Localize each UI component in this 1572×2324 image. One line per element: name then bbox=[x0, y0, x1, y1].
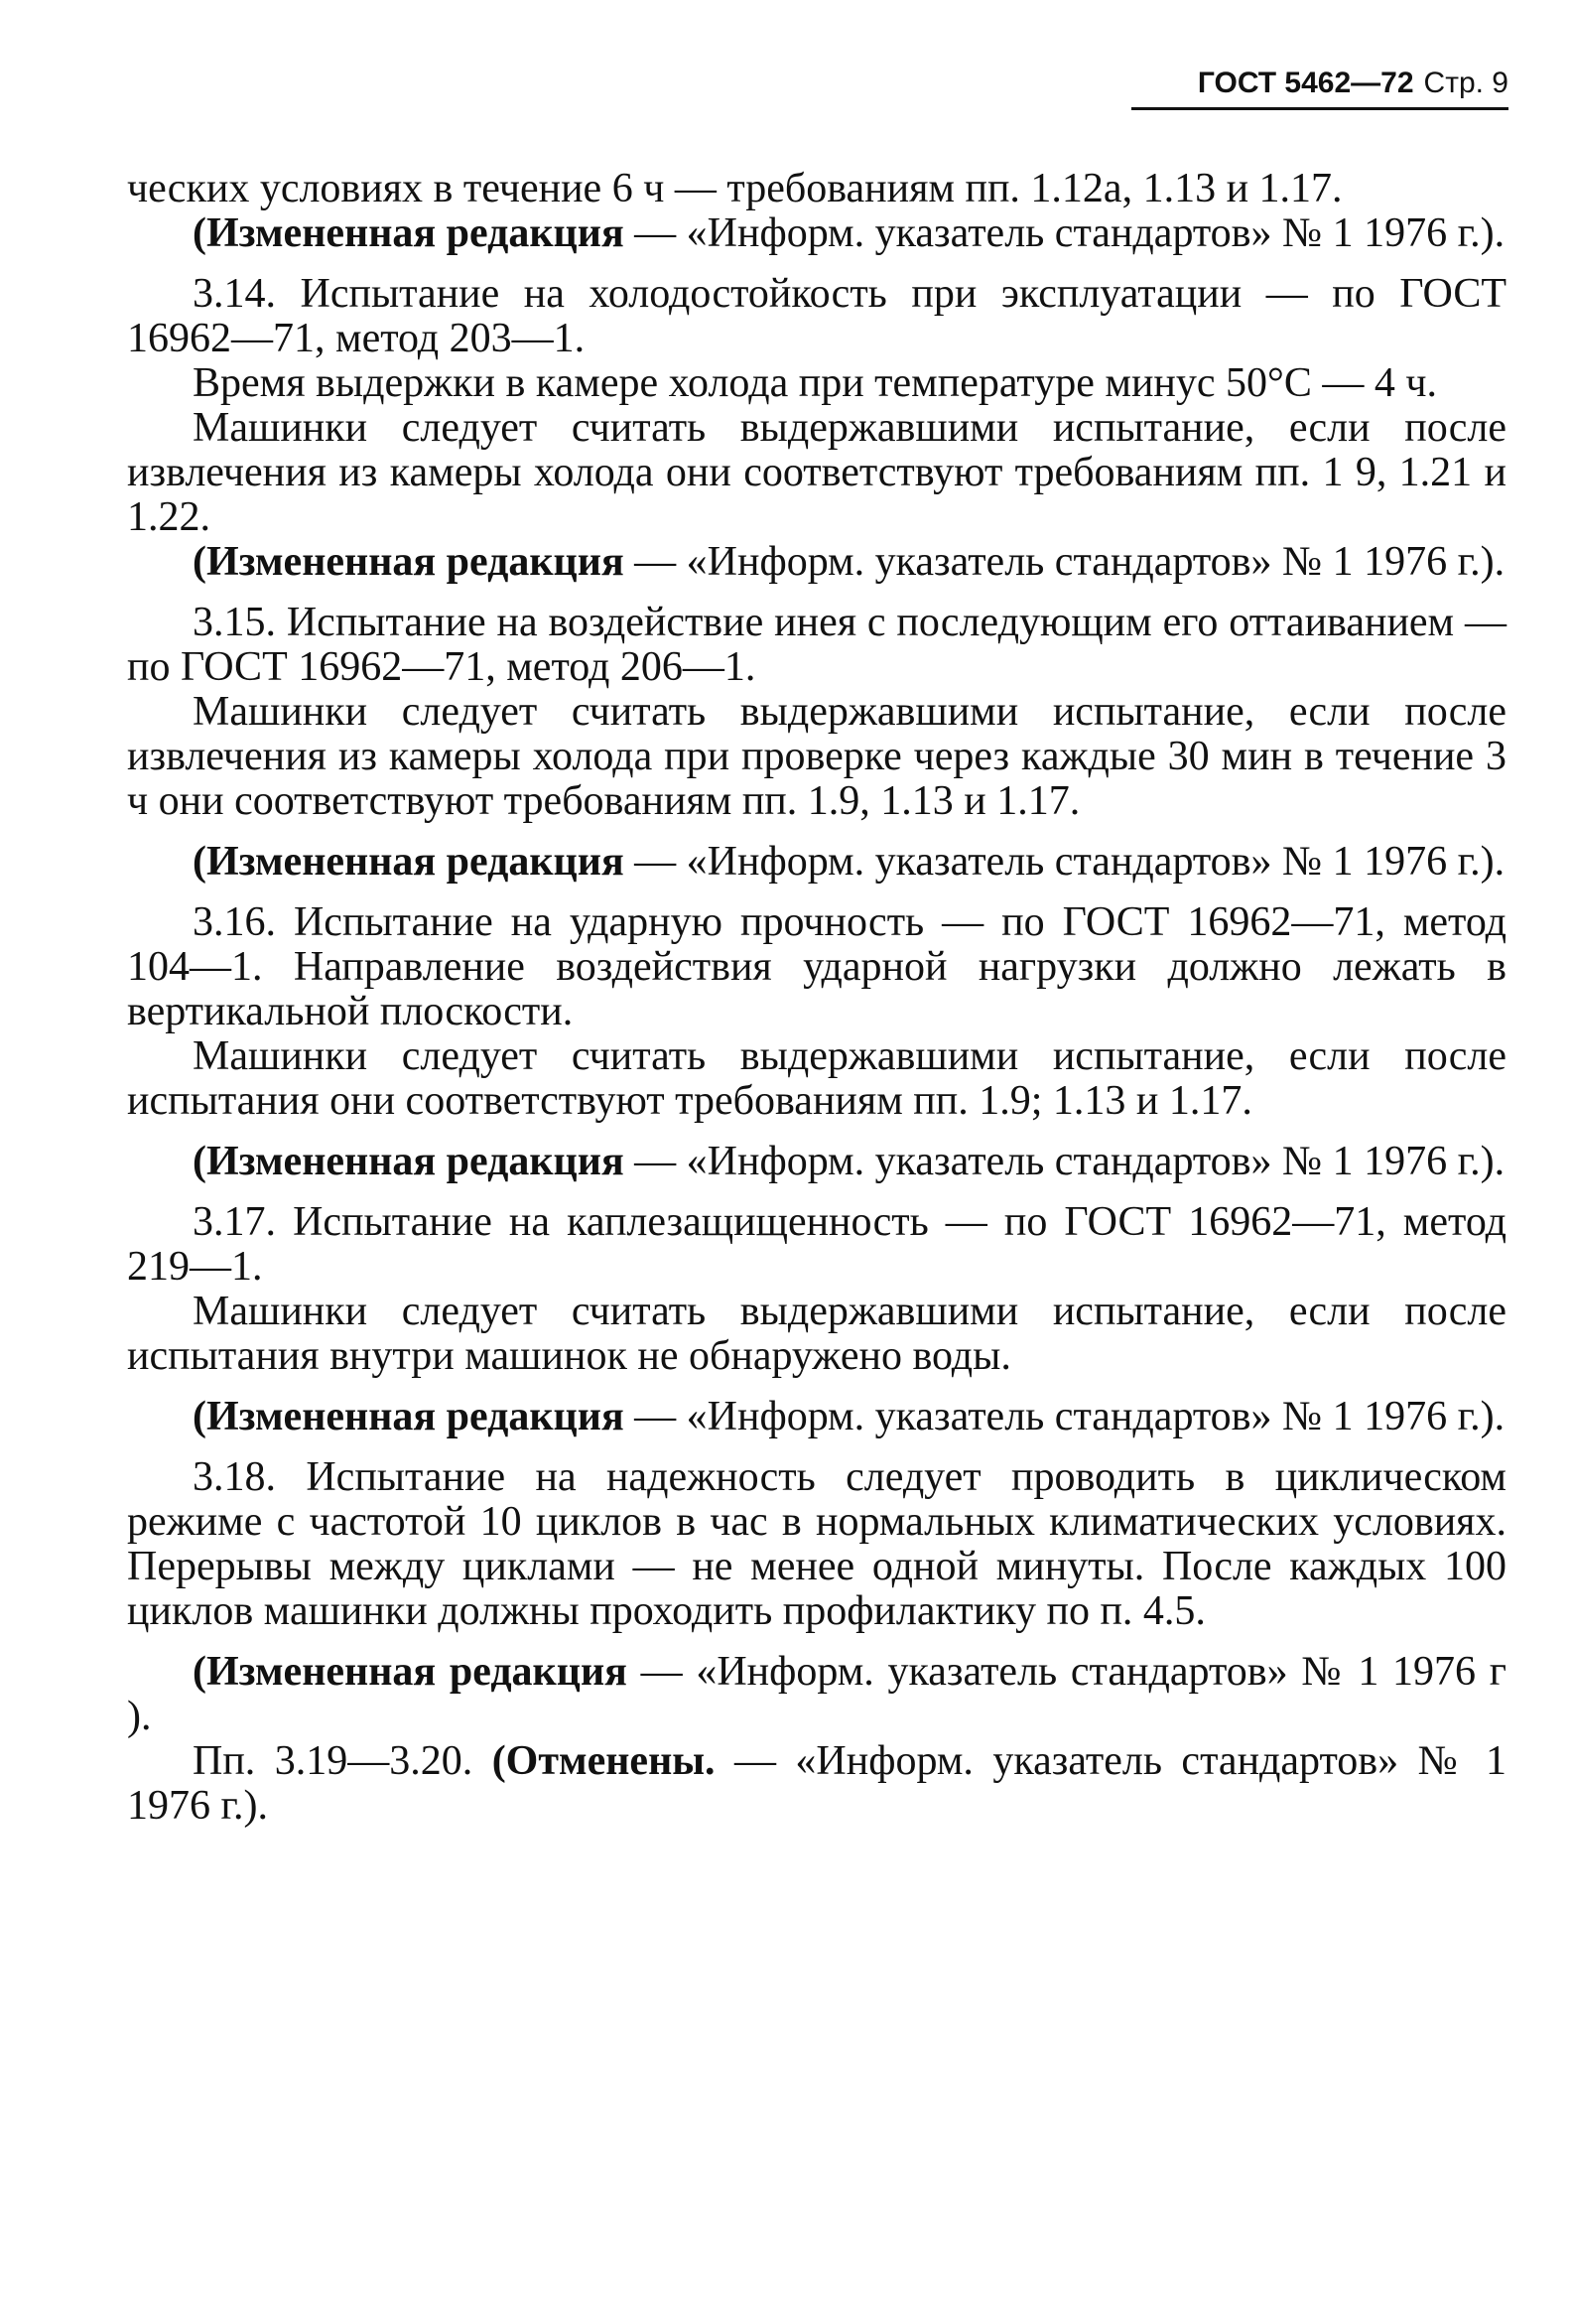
amendment-source: — «Информ. указатель стандартов» № 1 1976 г.). bbox=[623, 1139, 1506, 1184]
amendment-source: — «Информ. указатель стандартов» № 1 1976 г.). bbox=[623, 539, 1506, 585]
amendment-source: — «Информ. указатель стандартов» № 1 1976 г.). bbox=[623, 210, 1506, 256]
standard-number: ГОСТ 5462—72 bbox=[1197, 67, 1414, 99]
sections-3-19-3-20-cancelled bbox=[127, 1739, 1506, 1829]
amendment-label: (Измененная редакция bbox=[193, 1394, 624, 1439]
amendment-source: — «Информ. указатель стандартов» № 1 1976 г.). bbox=[623, 839, 1506, 885]
paragraph-criteria: Машинки следует считать выдержавшими испытание, если после испытания внутри машинок не обнаружено воды. bbox=[127, 1289, 1506, 1379]
paragraph-criteria: Машинки следует считать выдержавшими испытание, если после испытания они соответствуют требованиям пп. 1.9; 1.13 и 1.17. bbox=[127, 1033, 1506, 1124]
section-3-14: 3.14. Испытание на холодостойкость при эксплуатации — по ГОСТ 16962—71, метод 203—1. bbox=[127, 271, 1506, 361]
amendment-label: (Измененная редакция bbox=[193, 1139, 624, 1184]
amendment-label: (Измененная редакция bbox=[193, 539, 624, 585]
amendment-source: — «Информ. указатель стандартов» № 1 1976 г.). bbox=[623, 1394, 1506, 1439]
amendment-source: — «Информ. указатель стандартов» № 1 1976 г ). bbox=[127, 1649, 1506, 1739]
amendment-label: (Измененная редакция bbox=[193, 1649, 627, 1695]
paragraph-criteria: Машинки следует считать выдержавшими испытание, если после извлечения из камеры холода при проверке через каждые 30 мин в течение 3 ч они соответствуют требованиям пп. 1.9, 1.13 и 1.17. bbox=[127, 689, 1506, 824]
amendment-note bbox=[127, 1650, 1506, 1739]
cancelled-label: (Отменены. bbox=[491, 1738, 716, 1784]
amendment-note bbox=[127, 540, 1506, 585]
amendment-note bbox=[127, 1395, 1506, 1439]
amendment-label: (Измененная редакция bbox=[193, 210, 624, 256]
cancelled-source: — «Информ. указатель стандартов» № 1 1976 г.). bbox=[127, 1738, 1507, 1829]
document-body bbox=[127, 167, 1506, 1829]
paragraph-continuation: ческих условиях в течение 6 ч — требованиям пп. 1.12а, 1.13 и 1.17. bbox=[127, 166, 1343, 211]
cancelled-items: Пп. 3.19—3.20. bbox=[193, 1738, 492, 1784]
section-3-16: 3.16. Испытание на ударную прочность — по ГОСТ 16962—71, метод 104—1. Направление воздействия ударной нагрузки должно лежать в вертикальной плоскости. bbox=[127, 899, 1506, 1034]
section-3-15: 3.15. Испытание на воздействие инея с последующим его оттаиванием — по ГОСТ 16962—71, метод 206—1. bbox=[127, 600, 1506, 690]
amendment-note bbox=[127, 840, 1506, 885]
page-header bbox=[1131, 64, 1508, 110]
amendment-note bbox=[127, 1140, 1506, 1184]
paragraph-criteria: Машинки следует считать выдержавшими испытание, если после извлечения из камеры холода они соответствуют требованиям пп. 1 9, 1.21 и 1.22. bbox=[127, 405, 1506, 540]
paragraph-exposure-time: Время выдержки в камере холода при температуре минус 50°С — 4 ч. bbox=[193, 360, 1437, 406]
amendment-label: (Измененная редакция bbox=[193, 839, 624, 885]
section-3-18: 3.18. Испытание на надежность следует проводить в циклическом режиме с частотой 10 циклов в час в нормальных климатических условиях. Перерывы между циклами — не менее одной минуты. После каждых 100 циклов машинки должны проходить профилактику по п. 4.5. bbox=[127, 1454, 1506, 1634]
amendment-note bbox=[127, 211, 1506, 256]
page-number: Стр. 9 bbox=[1423, 67, 1508, 99]
section-3-17: 3.17. Испытание на каплезащищенность — по ГОСТ 16962—71, метод 219—1. bbox=[127, 1199, 1506, 1290]
